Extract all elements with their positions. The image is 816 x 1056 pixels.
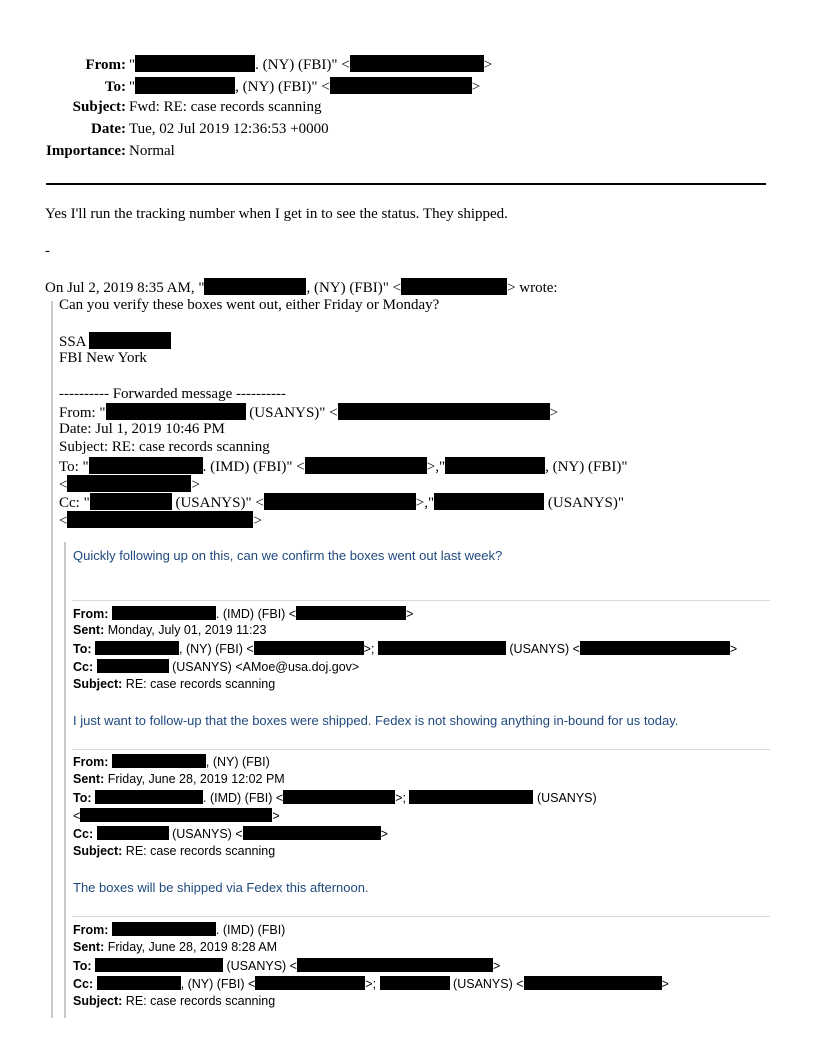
redaction (90, 493, 172, 510)
forwarded-banner: ---------- Forwarded message ---------- (59, 386, 286, 402)
header-date-label: Date: (91, 121, 126, 137)
m2-text: I just want to follow-up that the boxes were shipped. Fedex is not showing anything in-bound for us today. (73, 713, 679, 728)
redaction (89, 332, 171, 349)
message-divider (72, 600, 770, 601)
redaction (380, 976, 450, 990)
header-importance-label: Importance: (46, 143, 126, 159)
forwarded-to-line2: < > (59, 477, 200, 493)
redaction (296, 606, 406, 620)
redaction (297, 958, 493, 972)
redaction (255, 976, 365, 990)
m2-from: From: . (IMD) (FBI) < > (73, 607, 414, 621)
redaction (378, 641, 506, 655)
redaction (112, 606, 216, 620)
m3-text: The boxes will be shipped via Fedex this afternoon. (73, 880, 369, 895)
redaction (254, 641, 364, 655)
redaction (283, 790, 395, 804)
m2-subject: Subject: RE: case records scanning (73, 677, 276, 691)
forwarded-subject: Subject: RE: case records scanning (59, 439, 270, 455)
header-importance-row (0, 143, 175, 160)
redaction (264, 493, 416, 510)
quoted-question: Can you verify these boxes went out, either Friday or Monday? (59, 297, 440, 313)
header-date-row (0, 121, 329, 138)
m4-from: From: . (IMD) (FBI) (73, 923, 286, 937)
m4-sent: Sent: Friday, June 28, 2019 8:28 AM (73, 940, 278, 954)
m4-cc: Cc: , (NY) (FBI) < >; (USANYS) < > (73, 977, 669, 991)
message-divider (72, 916, 770, 917)
redaction (67, 511, 253, 528)
quote-attribution: On Jul 2, 2019 8:35 AM, " , (NY) (FBI)" < > wrote: (45, 280, 558, 296)
redaction (330, 77, 472, 94)
header-from-row: From: " . (NY) (FBI)" < > (0, 55, 492, 74)
m2-to: To: , (NY) (FBI) < >; (USANYS) < > (73, 642, 738, 656)
redaction (434, 493, 544, 510)
redaction (80, 808, 272, 822)
redaction (305, 457, 427, 474)
header-subject-row (0, 99, 321, 116)
redaction (135, 77, 235, 94)
header-subject-label: Subject: (72, 99, 126, 115)
redaction (89, 457, 203, 474)
header-to-row: To: " , (NY) (FBI)" < > (0, 77, 480, 96)
redaction (97, 659, 169, 673)
header-to-label: To: (104, 79, 126, 95)
header-from-label: From: (85, 57, 126, 73)
redaction (67, 475, 191, 492)
redaction (135, 55, 255, 72)
m3-to: To: . (IMD) (FBI) < >; (USANYS) (73, 791, 597, 805)
m3-from: From: , (NY) (FBI) (73, 755, 270, 769)
forwarded-cc-line2: < > (59, 513, 262, 529)
m2-cc: Cc: (USANYS) <AMoe@usa.doj.gov> (73, 660, 360, 674)
forwarded-cc: Cc: " (USANYS)" < >," (USANYS)" (59, 495, 625, 511)
m3-sent: Sent: Friday, June 28, 2019 12:02 PM (73, 772, 285, 786)
reply-dash: - (45, 243, 50, 259)
m4-to: To: (USANYS) < > (73, 959, 501, 973)
redaction (106, 403, 246, 420)
redaction (524, 976, 662, 990)
message-divider (72, 749, 770, 750)
redaction (95, 641, 179, 655)
redaction (338, 403, 550, 420)
redaction (112, 754, 206, 768)
redaction (204, 278, 306, 295)
signature-name: SSA (59, 332, 171, 351)
inner-quote-bar (64, 542, 66, 1018)
m4-subject: Subject: RE: case records scanning (73, 994, 276, 1008)
redaction (409, 790, 533, 804)
redaction (112, 922, 216, 936)
redaction (95, 790, 203, 804)
redaction (243, 826, 381, 840)
reply-text: Yes I'll run the tracking number when I get in to see the status. They shipped. (45, 206, 508, 222)
redaction (97, 976, 181, 990)
redaction (401, 278, 507, 295)
m3-subject: Subject: RE: case records scanning (73, 844, 276, 858)
redaction (445, 457, 545, 474)
redaction (97, 826, 169, 840)
thread-message-1: Quickly following up on this, can we confirm the boxes went out last week? (73, 548, 503, 563)
m3-cc: Cc: (USANYS) < > (73, 827, 388, 841)
forwarded-to: To: " . (IMD) (FBI)" < >," , (NY) (FBI)" (59, 459, 628, 475)
m3-to-line2: < > (73, 809, 280, 823)
redaction (580, 641, 730, 655)
header-divider (46, 183, 766, 185)
redaction (350, 55, 484, 72)
header-importance: Normal (129, 143, 175, 159)
m2-sent: Sent: Monday, July 01, 2019 11:23 (73, 623, 267, 637)
forwarded-from: From: " (USANYS)" < > (59, 405, 559, 421)
header-date: Tue, 02 Jul 2019 12:36:53 +0000 (129, 121, 329, 137)
header-subject: Fwd: RE: case records scanning (129, 99, 322, 115)
quote-bar (51, 301, 53, 1018)
forwarded-date: Date: Jul 1, 2019 10:46 PM (59, 421, 225, 437)
redaction (95, 958, 223, 972)
signature-office: FBI New York (59, 350, 147, 366)
